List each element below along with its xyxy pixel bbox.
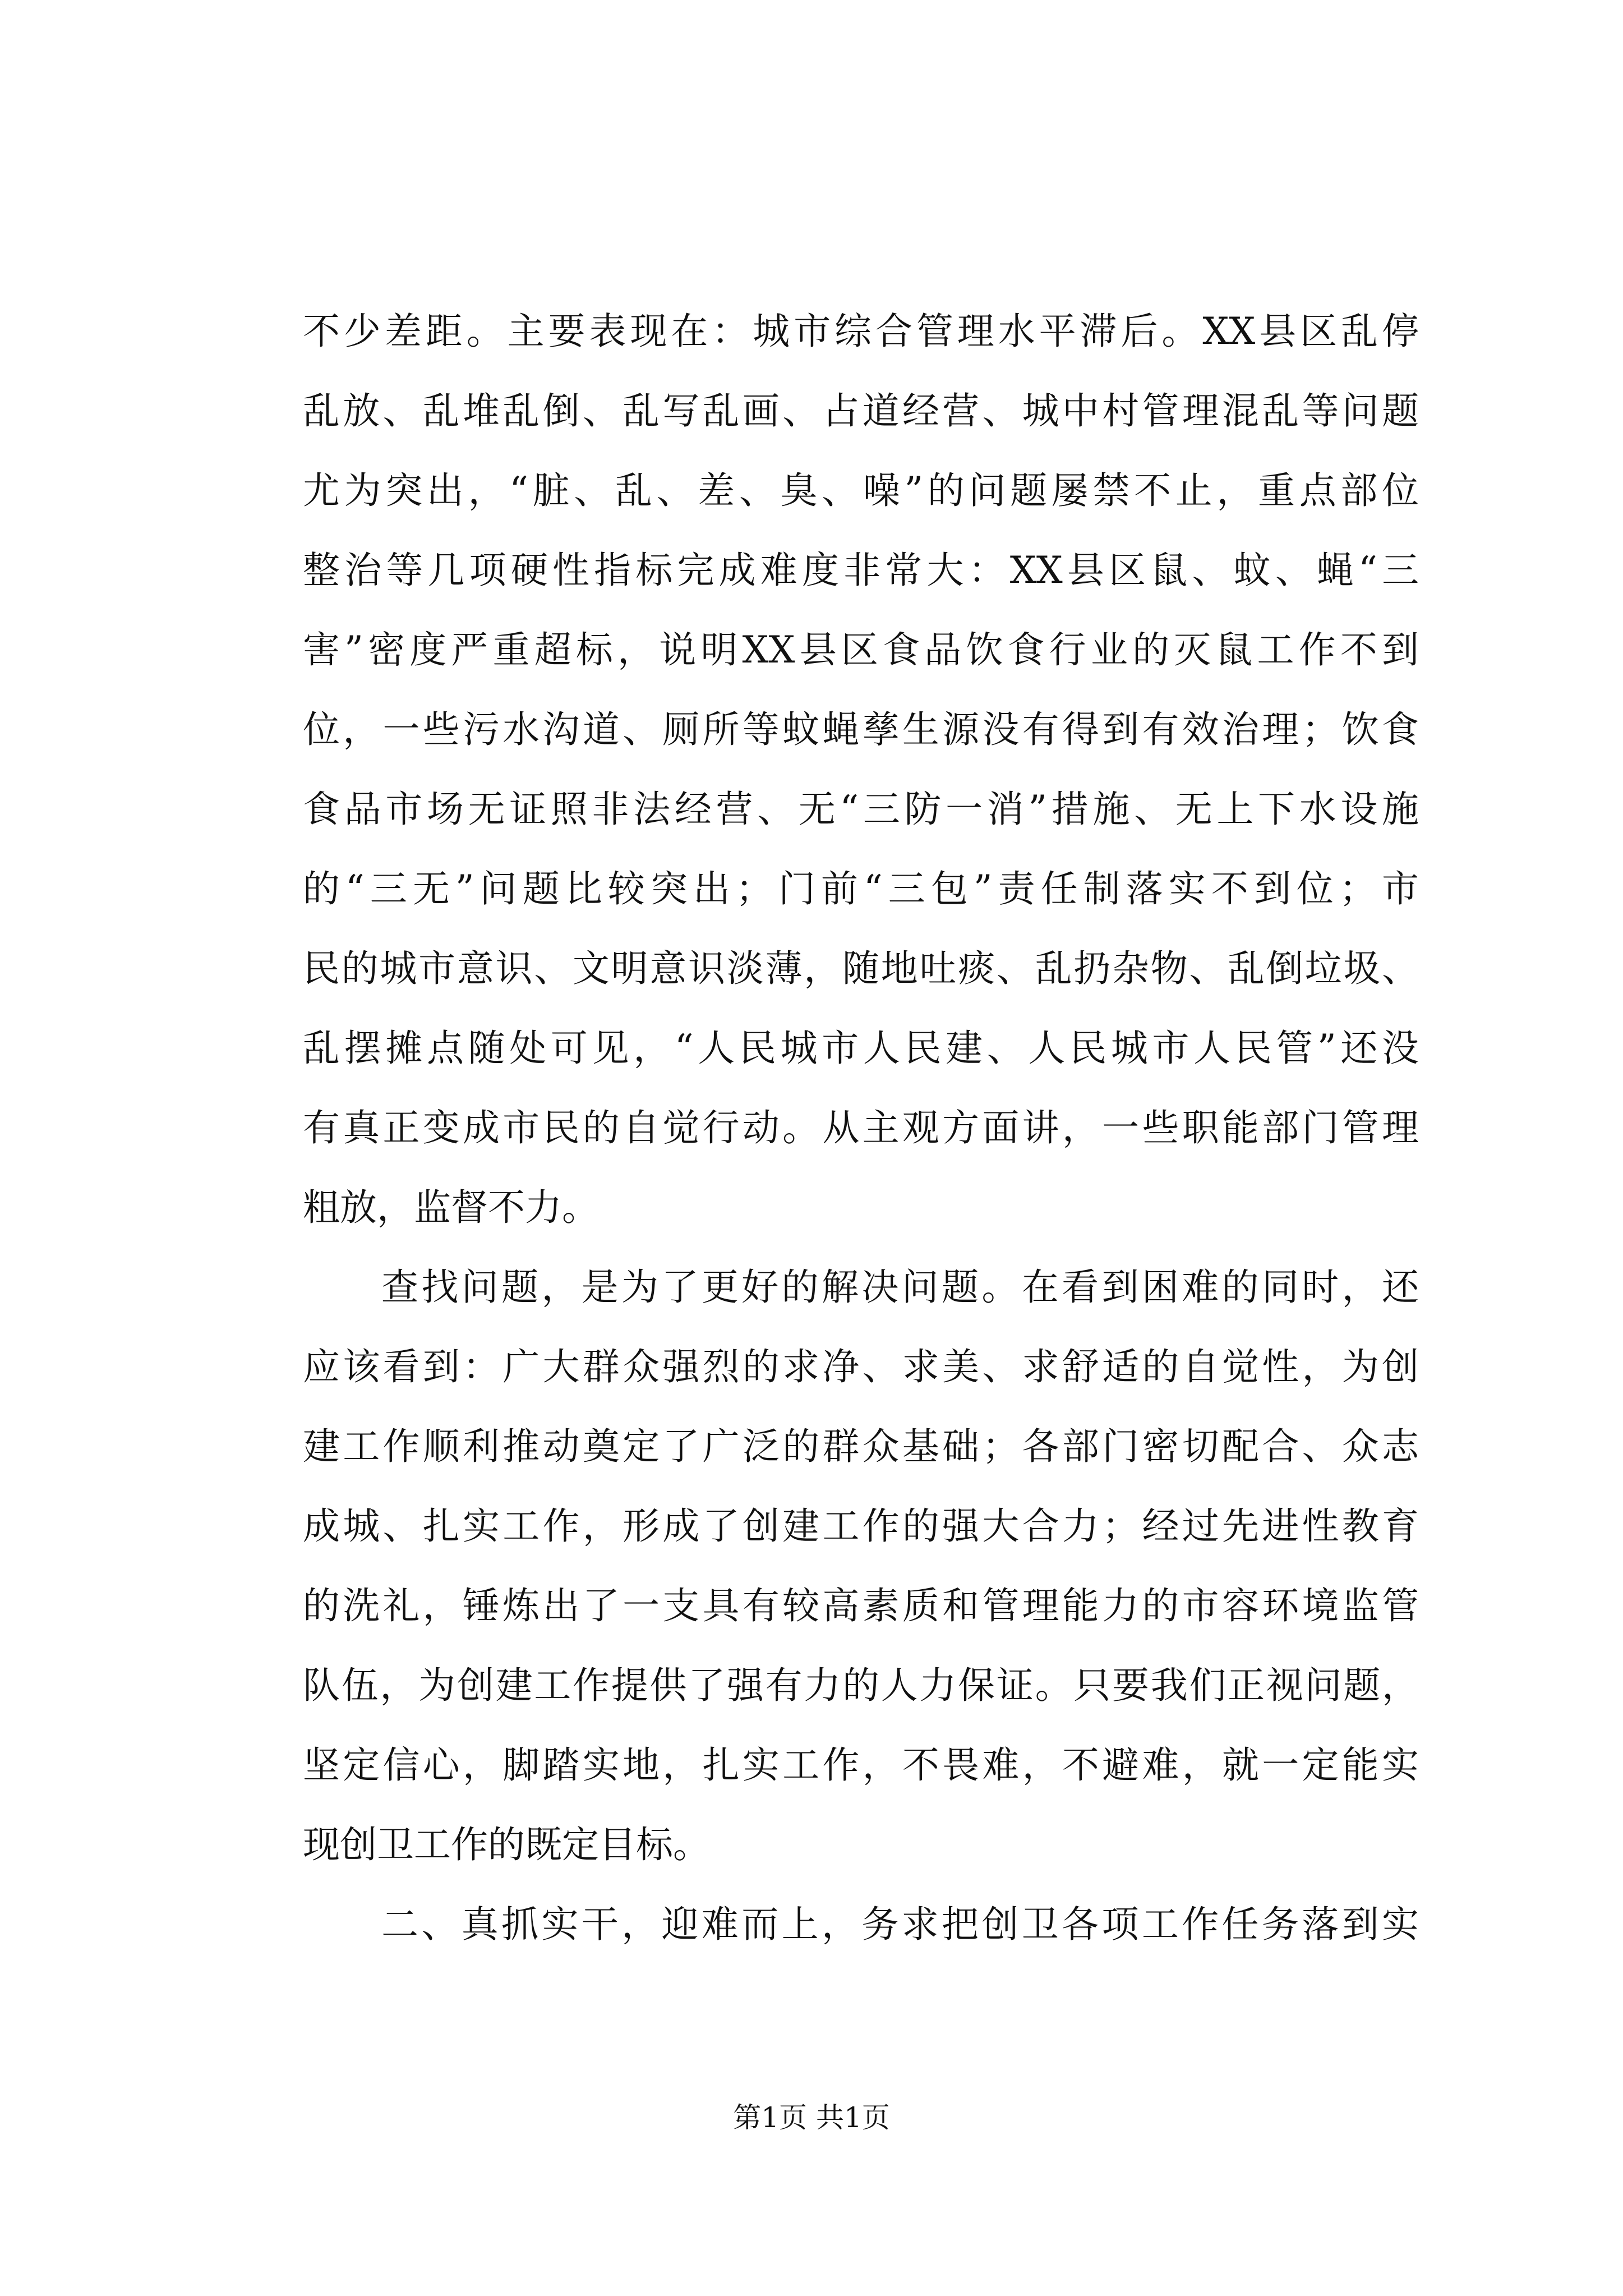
paragraph-2: [303, 1248, 1419, 1885]
text-line: 位，一些污水沟道、厕所等蚊蝇孳生源没有得到有效治理；饮食: [303, 708, 1419, 751]
text-line: 乱摆摊点随处可见，“人民城市人民建、人民城市人民管”还没: [303, 1027, 1419, 1070]
text-line: 成城、扎实工作，形成了创建工作的强大合力；经过先进性教育: [303, 1504, 1419, 1548]
text-line: 有真正变成市民的自觉行动。从主观方面讲，一些职能部门管理: [303, 1106, 1419, 1149]
text-line: 整治等几项硬性指标完成难度非常大：XX县区鼠、蚊、蝇“三: [303, 549, 1419, 592]
text-line: 粗放，监督不力。: [303, 1186, 599, 1229]
text-line: 的洗礼，锤炼出了一支具有较高素质和管理能力的市容环境监管: [303, 1584, 1419, 1627]
text-line: 现创卫工作的既定目标。: [303, 1823, 710, 1866]
text-line: 坚定信心，脚踏实地，扎实工作，不畏难，不避难，就一定能实: [303, 1743, 1419, 1787]
paragraph-3: [303, 1885, 1419, 1964]
text-line: 查找问题，是为了更好的解决问题。在看到困难的同时，还: [381, 1266, 1419, 1309]
text-line: 应该看到：广大群众强烈的求净、求美、求舒适的自觉性，为创: [303, 1345, 1419, 1388]
section-heading-line: 二、真抓实干，迎难而上，务求把创卫各项工作任务落到实: [381, 1903, 1419, 1946]
document-body: [303, 292, 1419, 1964]
paragraph-1: [303, 292, 1419, 1248]
text-line: 的“三无”问题比较突出；门前“三包”责任制落实不到位；市: [303, 867, 1419, 910]
text-line: 尤为突出，“脏、乱、差、臭、噪”的问题屡禁不止，重点部位: [303, 469, 1419, 512]
text-line: 害”密度严重超标，说明XX县区食品饮食行业的灭鼠工作不到: [303, 628, 1419, 671]
text-line: 食品市场无证照非法经营、无“三防一消”措施、无上下水设施: [303, 788, 1419, 831]
text-line: 乱放、乱堆乱倒、乱写乱画、占道经营、城中村管理混乱等问题: [303, 389, 1419, 432]
page-footer: 第1页 共1页: [733, 2101, 890, 2134]
text-line: 民的城市意识、文明意识淡薄，随地吐痰、乱扔杂物、乱倒垃圾、: [303, 947, 1419, 990]
text-line: 建工作顺利推动奠定了广泛的群众基础；各部门密切配合、众志: [303, 1425, 1419, 1468]
text-line: 不少差距。主要表现在：城市综合管理水平滞后。XX县区乱停: [303, 310, 1419, 353]
text-line: 队伍，为创建工作提供了强有力的人力保证。只要我们正视问题，: [303, 1664, 1419, 1707]
